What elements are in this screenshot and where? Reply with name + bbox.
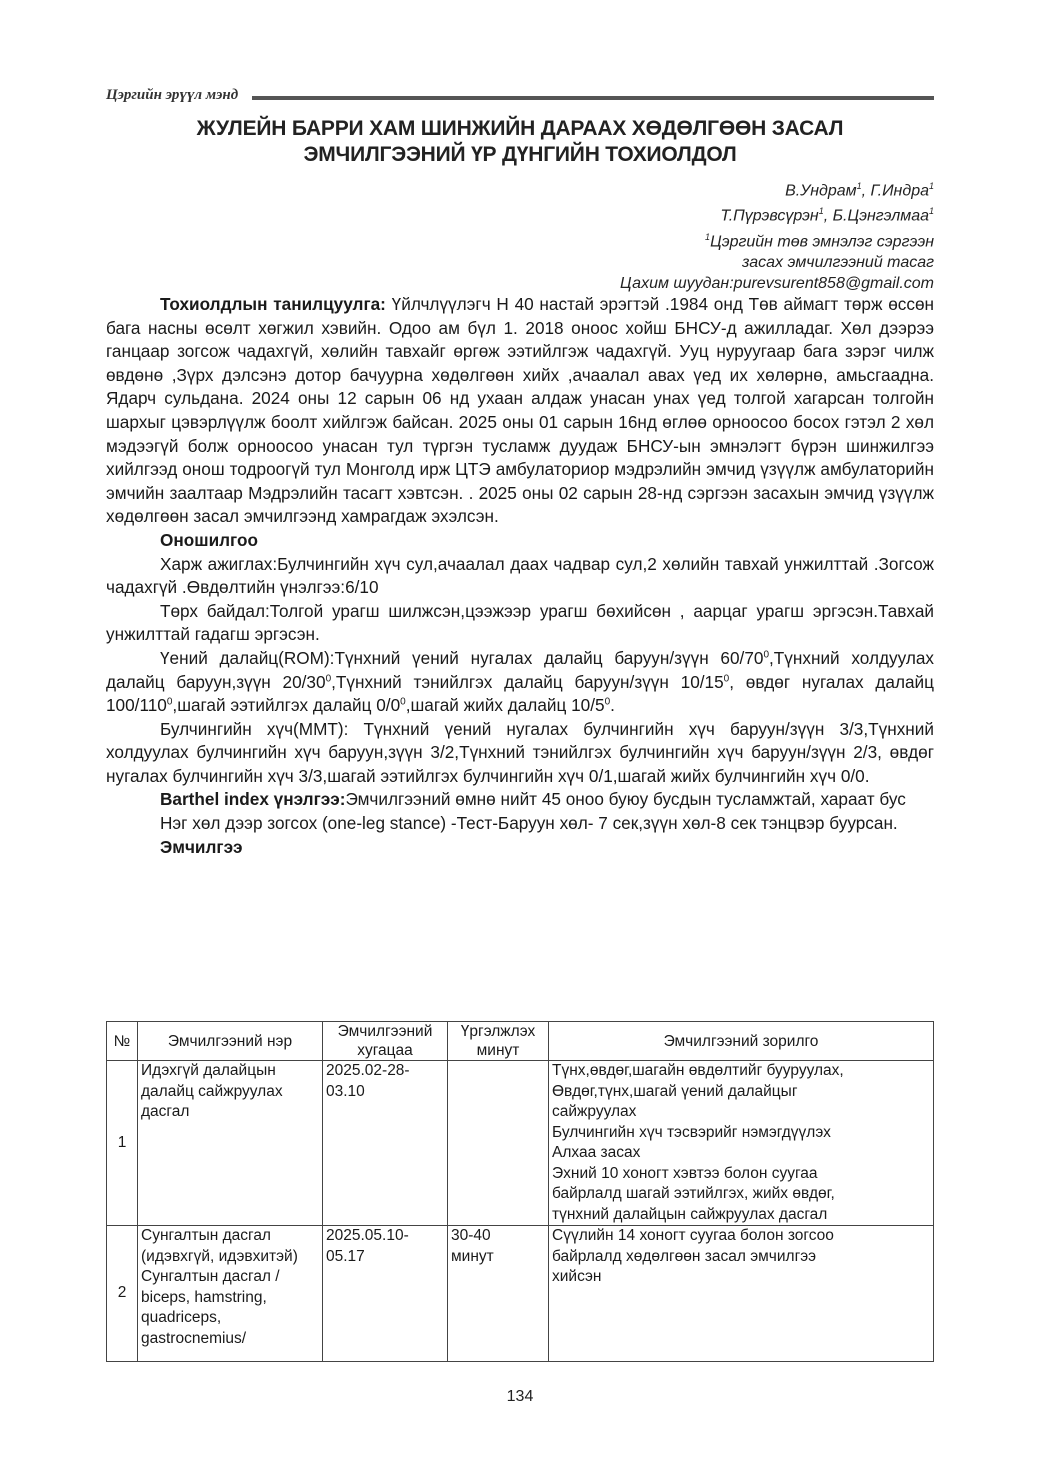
cell-line: Сүүлийн 14 хоногт суугаа болон зогсоо xyxy=(552,1227,834,1244)
diagnosis-heading: Оношилгоо xyxy=(160,529,258,550)
degree-mark: 0 xyxy=(166,696,173,708)
cell-name xyxy=(138,1226,323,1362)
cell-line: biceps, hamstring, xyxy=(141,1288,267,1306)
authors-line-1 xyxy=(620,176,934,201)
cell-line: байрлалд хөдөлгөөн засал эмчилгээ xyxy=(552,1247,817,1265)
author-name: В.Ундрам xyxy=(785,182,857,200)
treatment-heading: Эмчилгээ xyxy=(160,836,243,857)
cell-line: 05.17 xyxy=(326,1247,365,1265)
cell-goal xyxy=(549,1061,934,1226)
affiliation-mark: 1 xyxy=(856,181,862,191)
cell-line: байрлалд шагай ээтийлгэх, жийх өвдөг, xyxy=(552,1185,835,1202)
barthel-text: Эмчилгээний өмнө нийт 45 оноо буюу бусдын тусламжтай, хараат бус xyxy=(345,789,906,810)
header-minutes xyxy=(448,1022,549,1061)
title-line-1: ЖУЛЕЙН БАРРИ ХАМ ШИНЖИЙН ДАРААХ ХӨДӨЛГӨӨН ЗАСАЛ xyxy=(196,117,844,140)
article-title xyxy=(106,116,934,168)
cell-line: Эхний 10 хоногт хэвтээ болон суугаа xyxy=(552,1164,818,1182)
rom-text: ,Түнхний тэнийлгэх далайц баруун/зүүн 10/15 xyxy=(331,671,724,692)
author-email: Цахим шуудан:purevsurent858@gmail.com xyxy=(620,274,934,292)
affiliation-mark: 1 xyxy=(705,231,711,242)
cell-line: (идэвхгүй, идэвхитэй) xyxy=(141,1247,298,1265)
affiliation-mark: 1 xyxy=(928,206,934,217)
cell-line: 03.10 xyxy=(326,1082,365,1100)
cell-no: 1 xyxy=(107,1061,138,1226)
header-rule xyxy=(252,96,934,100)
cell-line: quadriceps, xyxy=(141,1309,222,1326)
table-header-row xyxy=(107,1022,934,1061)
case-intro-text: Үйлчлүүлэгч Н 40 настай эрэгтэй .1984 онд Төв аймагт төрж өссөн бага насны өсөлт хөгжил хэвийн. Одоо ам бүл 1. 2018 оноос хойш БНСУ-д ажилладаг. Хөл дээрээ ганцаар зогсож чадахгүй, хөлийн тавхайг өргөж ээтийлгэж чадахгүй. Ууц нуруугаар бага зэрэг чилж өвдөнө ,Зүрх дэлсэнэ дотор бачуурна хөдөлгөөн хийх ,ачаалал авах үед их хөлөрнө, амьсгаадна. Ядарч сульдана. 2024 оны 12 сарын 06 нд ухаан алдаж унасан унах үед толгой хагарсан толгойн шархыг цэвэрлүүлж боолт хийлгэж байсан. 2025 оны 01 сарын 16нд өглөө орноосоо босох гэтэл 2 хөл мэдээгүй болж орноосоо унасан тул түргэн тусламж дуудаж БНСУ-ын эмнэлэгт бүрэн шинжилгээ хийлгээд онош тодроогүй тул Монголд ирж ЦТЭ амбулаториор мэдрэлийн эмчид үзүүлж амбулаторийн эмчийн заалтаар Мэдрэлийн тасагт хэвтсэн. . 2025 оны 02 сарын 28-нд сэргээн засахын эмчид үзүүлж хөдөлгөөн засал эмчилгээнд хамрагдаж эхэлсэн. xyxy=(106,294,934,527)
cell-line: сайжруулах xyxy=(552,1103,637,1120)
cell-duration xyxy=(323,1061,448,1226)
cell-line: Сунгалтын дасгал xyxy=(141,1227,271,1244)
header-no: № xyxy=(107,1022,138,1061)
rom-paragraph xyxy=(106,647,934,718)
barthel-label: Barthel index үнэлгээ: xyxy=(160,789,346,810)
cell-line: хийсэн xyxy=(552,1268,602,1285)
cell-line: Түнх,өвдөг,шагайн өвдөлтийг бууруулах, xyxy=(552,1062,844,1079)
cell-line: Идэхгүй далайцын xyxy=(141,1062,276,1079)
title-line-2: ЭМЧИЛГЭЭНИЙ ҮР ДҮНГИЙН ТОХИОЛДОЛ xyxy=(303,143,737,166)
table-row xyxy=(107,1226,934,1362)
affiliation-text: Цэргийн төв эмнэлэг сэргээн xyxy=(710,232,934,250)
cell-line: 30-40 xyxy=(451,1227,491,1244)
case-intro-label: Тохиолдлын танилцуулга: xyxy=(160,294,386,314)
rom-text: Үений далайц(ROM):Түнхний үений нугалах далайц баруун/зүүн 60/70 xyxy=(160,647,764,668)
degree-mark: 0 xyxy=(400,696,406,708)
cell-line: түнхний далайцын сайжруулах дасгал xyxy=(552,1205,828,1223)
cell-line: gastrocnemius/ xyxy=(141,1329,247,1347)
header-name: Эмчилгээний нэр xyxy=(138,1022,323,1061)
barthel-paragraph xyxy=(106,788,934,812)
cell-duration xyxy=(323,1226,448,1362)
rom-text: , өвдөг нугалах далайц 100/110 xyxy=(106,671,935,716)
article-body xyxy=(106,293,934,859)
page-number: 134 xyxy=(506,1388,534,1405)
observation-paragraph: Харж ажиглах:Булчингийн хүч сул,ачаалал даах чадвар сул,2 хөлийн тавхай унжилттай .Зогсож чадахгүй .Өвдөлтийн үнэлгээ:6/10 xyxy=(106,553,934,598)
degree-mark: 0 xyxy=(604,696,611,708)
cell-line: 2025.05.10- xyxy=(326,1227,409,1244)
author-name: , Г.Индра xyxy=(861,182,929,200)
affiliation-line-1 xyxy=(620,227,934,252)
journal-name: Цэргийн эрүүл мэнд xyxy=(106,86,239,103)
cell-line: Сунгалтын дасгал / xyxy=(141,1268,280,1285)
cell-line: дасгал xyxy=(141,1103,190,1120)
author-block xyxy=(620,176,934,294)
one-leg-stance-paragraph: Нэг хөл дээр зогсох (one-leg stance) -Тест-Баруун хөл- 7 сек,зүүн хөл-8 сек тэнцвэр буурсан. xyxy=(160,813,898,834)
header-goal: Эмчилгээний зорилго xyxy=(549,1022,934,1061)
cell-line: 2025.02-28- xyxy=(326,1062,410,1079)
mmt-paragraph: Булчингийн хүч(ММТ): Түнхний үений нугалах булчингийн хүч баруун/зүүн 3/3,Түнхний холдуулах булчингийн хүч баруун,зүүн 3/2,Түнхний тэнийлгэх булчингийн хүч баруун/зүүн 2/3, өвдөг нугалах булчингийн хүч 3/3,шагай ээтийлгэх булчингийн хүч 0/1,шагай жийх булчингийн хүч 0/0. xyxy=(106,718,934,786)
cell-no: 2 xyxy=(107,1226,138,1362)
header-text: Эмчилгээний xyxy=(337,1023,433,1040)
treatment-table xyxy=(106,1021,934,1362)
cell-line: Өвдөг,түнх,шагай үений далайцыг xyxy=(552,1082,798,1100)
cell-line: Алхаа засах xyxy=(552,1144,641,1161)
cell-line: минут xyxy=(451,1247,494,1265)
cell-minutes xyxy=(448,1226,549,1362)
cell-name xyxy=(138,1061,323,1226)
affiliation-mark: 1 xyxy=(818,206,824,217)
degree-mark: 0 xyxy=(723,672,730,684)
cell-line: далайц сайжруулах xyxy=(141,1082,283,1100)
cell-minutes xyxy=(448,1061,549,1226)
authors-line-2 xyxy=(620,201,934,226)
rom-text: ,шагай жийх далайц 10/5 xyxy=(405,695,605,716)
affiliation-mark: 1 xyxy=(928,181,934,191)
author-name: Т.Пүрэвсүрэн xyxy=(720,207,819,225)
posture-paragraph: Төрх байдал:Толгой урагш шилжсэн,цээжээр урагш бөхийсөн , аарцаг урагш эргэсэн.Тавхай унжилттай гадагш эргэсэн. xyxy=(106,600,934,645)
header-text: минут xyxy=(476,1042,520,1059)
cell-goal xyxy=(549,1226,934,1362)
degree-mark: 0 xyxy=(325,672,332,684)
header-duration xyxy=(323,1022,448,1061)
header-text: хугацаа xyxy=(357,1042,413,1059)
affiliation-line-2: засах эмчилгээний тасаг xyxy=(741,253,934,271)
running-head xyxy=(106,84,934,106)
case-intro-paragraph xyxy=(106,293,934,529)
cell-line: Булчингийн хүч тэсвэрийг нэмэгдүүлэх xyxy=(552,1123,831,1141)
rom-text: . xyxy=(610,695,615,716)
header-text: Үргэлжлэх xyxy=(460,1023,536,1040)
table-row xyxy=(107,1061,934,1226)
author-name: , Б.Цэнгэлмаа xyxy=(823,207,929,225)
rom-text: ,шагай ээтийлгэх далайц 0/0 xyxy=(172,695,401,716)
rom-text: ,Түнхний холдуулах далайц баруун,зүүн 20/30 xyxy=(106,647,934,692)
degree-mark: 0 xyxy=(763,649,770,661)
